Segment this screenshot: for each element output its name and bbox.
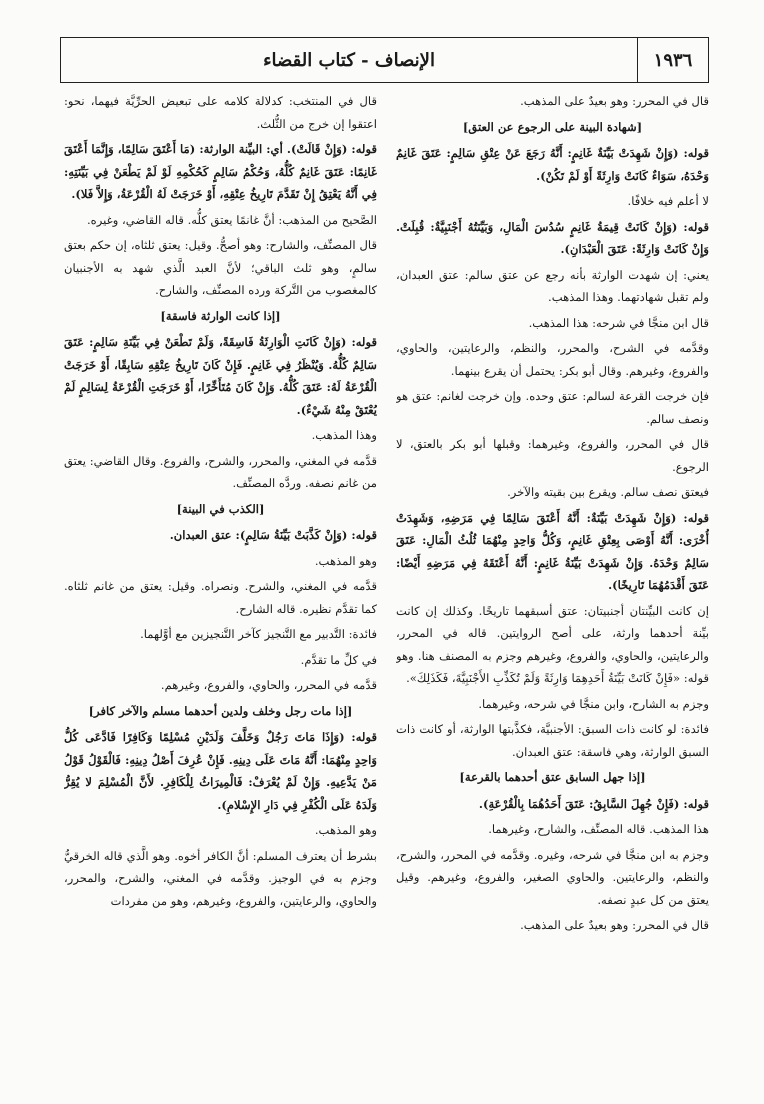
- paragraph: قال في المنتخب: كدلالة كلامه على تبعيض الحرِّيَّة فيهما، نحو: اعتقوا إن خرج من الثُّلث.: [64, 94, 377, 131]
- paragraph: قال المصنِّف، والشارح: وهو أصحُّ. وقيل: يعتق ثلثاه، إن حكم بعتق سالمٍ، وهو ثلث الباقي؛ لأنَّ العبد الَّذي شهد به الأجنبيان كالمغصوب من التَّركة ورده المصنِّف، والشارح.: [64, 238, 377, 297]
- paragraph: وهذا المذهب.: [311, 428, 377, 442]
- paragraph: قوله: (وَإِنْ شَهِدَتْ بَيِّنَةٌ: أَنَّهُ أَعْتَقَ سَالِمًا فِي مَرَضِهِ، وَشَهِدَتْ أُخْرَى: أَنَّهُ أَوْصَى بِعِتْقِ غَانِمٍ، وَكُلُّ وَاحِدٍ مِنْهُمَا ثُلُثُ الْمَالِ: عَتَقَ سَالِمٌ وَحْدَهُ. وَإِنْ شَهِدَتْ بَيِّنَةُ غَانِمٍ: أَنَّهُ أَعْتَقَهُ فِي مَرَضِهِ أَيْضًا: عَتَقَ أَقْدَمُهُمَا تَارِيخًا).: [396, 510, 709, 592]
- paragraph: قوله: (وَإِنْ شَهِدَتْ بَيِّنَةٌ غَانِمٍ: أَنَّهُ رَجَعَ عَنْ عِتْقِ سَالِمٍ: عَتَقَ غَانِمٌ وَحْدَهُ، سَوَاءٌ كَانَتْ وَارِثَةً أَوْ لَمْ تَكُنْ).: [396, 146, 709, 183]
- paragraph: قال ابن منجَّا في شرحه: هذا المذهب.: [528, 315, 709, 330]
- paragraph: قدَّمه في المحرر، والحاوي، والفروع، وغيرهم.: [160, 678, 377, 692]
- paragraph: قال في المحرر: وهو بعيدٌ على المذهب.: [520, 918, 709, 932]
- paragraph: في كلِّ ما تقدَّم.: [300, 652, 377, 667]
- right-text-column: [396, 90, 709, 1090]
- paragraph: بشرط أن يعترف المسلم: أنَّ الكافر أخوه. وهو الَّذي قاله الخرقيُّ وجزم به في الوجيز. وقدَّمه في المغني، والشرح، والمحرر، والحاوي، والرعايتين، والفروع، وغيرهم، وهو من مفردات: [64, 848, 377, 908]
- paragraph: هذا المذهب. قاله المصنِّف، والشارح، وغيرهما.: [488, 822, 709, 836]
- paragraph: فيعتق نصف سالم. ويقرع بين بقيته والآخر.: [507, 485, 709, 499]
- paragraph: الصَّحيح من المذهب: أنَّ غانمًا يعتق كلُّه. قاله القاضي، وغيره.: [86, 212, 377, 227]
- page-number: ١٩٣٦: [637, 38, 708, 82]
- page-header: [60, 37, 709, 83]
- paragraph: وهو المذهب.: [314, 553, 377, 568]
- paragraph: قوله: (وَإِنْ قَالَتْ). أي: البيِّنة الوارثة: (مَا أَعْتَقَ سَالِمًا، وَإِنَّمَا أَعْتَقَ غَانِمًا: عَتَقَ غَانِمٌ كُلُّهُ، وَحُكْمُ سَالِمٍ كَحُكْمِهِ لَوْ لَمْ يَطْعَنْ فِي بَيِّنَتِهِ: فِي أَنَّهُ يَعْتِقُ إِنْ تَقَدَّمَ تَارِيخُ عِتْقِهِ، أَوْ خَرَجَتْ لَهُ الْقُرْعَةُ، وَإِلاَّ فَلا).: [64, 142, 377, 201]
- paragraph: يعني: إن شهدت الوارثة بأنه رجع عن عتق سالم: عتق العبدان، ولم تقبل شهادتهما. وهذا المذهب.: [396, 267, 709, 304]
- paragraph: فإن خرجت القرعة لسالم: عتق وحده. وإن خرجت لغانم: عتق هو ونصف سالم.: [396, 389, 709, 426]
- paragraph: إن كانت البيِّنتان أجنبيتان: عتق أسبقهما تاريخًا. وكذلك إن كانت بيِّنة أحدهما وارثة، على أصح الروايتين. قاله في المحرر، والرعايتين، والحاوي، والفروع، وغيرهم وجزم به المصنف هنا. وهو قوله: «فَإِنْ كَانَتْ بَيِّنَةُ أَحَدِهِمَا وَارِثَةً وَلَمْ تُكَذِّبِ الأَجْنَبِيَّةَ، فَكَذَلِكَ».: [396, 603, 709, 685]
- paragraph: وقدَّمه في الشرح، والمحرر، والنظم، والرعايتين، والحاوي، والفروع، وغيرهم. وقال أبو بكر: يحتمل أن يقرع بينهما.: [396, 341, 709, 378]
- paragraph: وجزم به ابن منجَّا في شرحه، وغيره. وقدَّمه في المحرر، والشرح، والنظم، والرعايتين. والحاوي الصغير، والفروع، وغيرهم. وقيل يعتق من كل عبدٍ نصفه.: [396, 847, 709, 907]
- paragraph: قوله: (وَإِذَا مَاتَ رَجُلٌ وَخَلَّفَ وَلَدَيْنِ مُسْلِمًا وَكَافِرًا فَادَّعَى كُلُّ وَاحِدٍ مِنْهُمَا: أَنَّهُ مَاتَ عَلَى دِينِهِ. فَإِنْ عُرِفَ أَصْلُ دِينِهِ: فَالْقَوْلُ قَوْلُ مَنْ يَدَّعِيهِ. وَإِنْ لَمْ يُعْرَفْ: فَالْمِيرَاثُ لِلْكَافِرِ. لأَنَّ الْمُسْلِمَ لا يُقِرُّ وَلَدَهُ عَلَى الْكُفْرِ فِي دَارِ الإِسْلامِ).: [64, 730, 377, 812]
- paragraph: قوله: (وَإِنْ كَذَّبَتْ بَيِّنَةُ سَالِمٍ): عتق العبدان.: [169, 528, 377, 542]
- paragraph: وجزم به الشارح، وابن منجَّا في شرحه، وغيرهما.: [478, 696, 709, 711]
- section-heading: [إذا كانت الوارثة فاسقة]: [160, 308, 281, 323]
- paragraph: قدَّمه في المغني، والشرح. ونصراه. وقيل: يعتق من غانم ثلثاه. كما تقدَّم نظيره. قاله الشارح.: [64, 579, 377, 616]
- paragraph: لا أعلم فيه خلافًا.: [627, 194, 709, 208]
- paragraph: فائدة: لو كانت ذات السبق: الأجنبيَّة، فكذَّبتها الوارثة، أو كانت ذات السبق الوارثة، وهي فاسقة: عتق العبدان.: [396, 722, 709, 759]
- section-heading: [الكذب في البينة]: [176, 501, 265, 516]
- section-heading: [إذا جهل السابق عتق أحدهما بالقرعة]: [459, 770, 646, 784]
- paragraph: قوله: (وَإِنْ كَانَتْ قِيمَةُ غَانِمٍ سُدُسَ الْمَالِ، وَبَيِّنَتُهُ أَجْنَبِيَّةٌ: قُبِلَتْ. وَإِنْ كَانَتْ وَارِثَةً: عَتَقَ الْعَبْدَانِ).: [396, 219, 709, 256]
- paragraph: قوله: (فَإِنْ جُهِلَ السَّابِقُ: عَتَقَ أَحَدُهُمَا بِالْقُرْعَةِ).: [478, 796, 709, 811]
- paragraph: وهو المذهب.: [314, 823, 377, 837]
- paragraph: قال في المحرر، والفروع، وغيرهما: وقبلها أبو بكر بالعتق، لا الرجوع.: [396, 437, 709, 474]
- paragraph: فائدة: التَّدبير مع التَّنجيز كآخر التَّنجيزين مع أوَّلهما.: [140, 627, 377, 641]
- paragraph: قدَّمه في المغني، والمحرر، والشرح، والفروع. وقال القاضي: يعتق من غانم نصفه. وردَّه المصنِّف.: [64, 453, 377, 490]
- section-heading: [شهادة البينة على الرجوع عن العتق]: [462, 119, 643, 134]
- section-heading: [إذا مات رجل وخلف ولدين أحدهما مسلم والآخر كافر]: [88, 703, 353, 718]
- left-text-column: [64, 90, 377, 1090]
- running-title: الإنصاف - كتاب القضاء: [263, 49, 435, 71]
- paragraph: قوله: (وَإِنْ كَانَتِ الْوَارِثَةُ فَاسِقَةً، وَلَمْ تَطْعَنْ فِي بَيِّنَةِ سَالِمٍ: عَتَقَ سَالِمٌ كُلُّهُ. وَيُنْظَرُ فِي غَانِمٍ. فَإِنْ كَانَ تَارِيخُ عِتْقِهِ سَابِقًا، أَوْ خَرَجَتْ الْقُرْعَةُ لَهُ: عَتَقَ كُلُّهُ. وَإِنْ كَانَ مُتَأَخِّرًا، أَوْ خَرَجَتِ الْقُرْعَةُ لِسَالِمٍ لَمْ يُعْتَقْ مِنْهُ شَيْءٌ).: [64, 335, 377, 417]
- paragraph: قال في المحرر: وهو بعيدٌ على المذهب.: [520, 94, 709, 108]
